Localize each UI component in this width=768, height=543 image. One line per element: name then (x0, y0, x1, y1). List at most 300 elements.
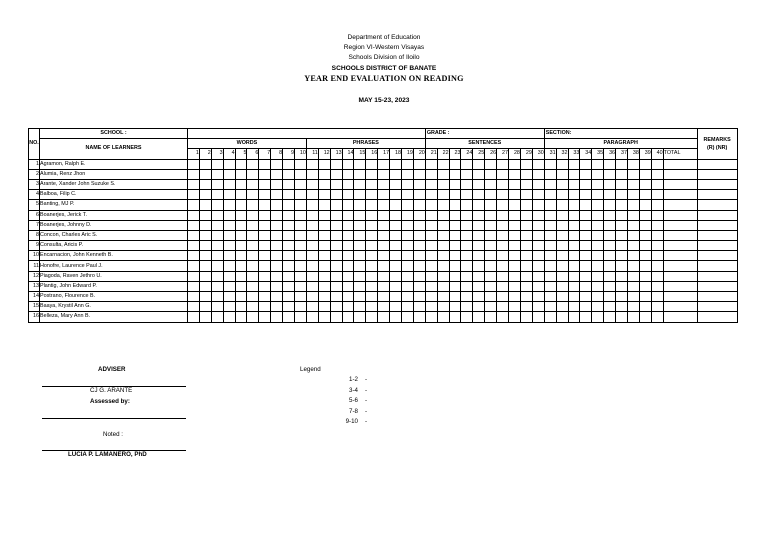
score-cell[interactable] (651, 312, 663, 322)
score-cell[interactable] (556, 271, 568, 281)
score-cell[interactable] (295, 200, 307, 210)
remarks-cell[interactable] (697, 241, 737, 251)
score-cell[interactable] (639, 251, 651, 261)
total-cell[interactable] (663, 210, 697, 220)
score-cell[interactable] (425, 312, 437, 322)
score-cell[interactable] (295, 190, 307, 200)
score-cell[interactable] (532, 241, 544, 251)
score-cell[interactable] (247, 169, 259, 179)
score-cell[interactable] (449, 200, 461, 210)
score-cell[interactable] (627, 312, 639, 322)
score-cell[interactable] (532, 169, 544, 179)
score-cell[interactable] (485, 241, 497, 251)
score-cell[interactable] (449, 271, 461, 281)
score-cell[interactable] (532, 200, 544, 210)
score-cell[interactable] (580, 271, 592, 281)
score-cell[interactable] (568, 271, 580, 281)
score-cell[interactable] (485, 302, 497, 312)
score-cell[interactable] (390, 271, 402, 281)
score-cell[interactable] (235, 261, 247, 271)
score-cell[interactable] (223, 281, 235, 291)
score-cell[interactable] (473, 230, 485, 240)
score-cell[interactable] (604, 169, 616, 179)
score-cell[interactable] (366, 179, 378, 189)
score-cell[interactable] (473, 241, 485, 251)
score-cell[interactable] (342, 230, 354, 240)
score-cell[interactable] (544, 210, 556, 220)
score-cell[interactable] (425, 251, 437, 261)
score-cell[interactable] (509, 281, 521, 291)
score-cell[interactable] (223, 271, 235, 281)
score-cell[interactable] (616, 281, 628, 291)
score-cell[interactable] (592, 292, 604, 302)
score-cell[interactable] (485, 210, 497, 220)
score-cell[interactable] (211, 179, 223, 189)
score-cell[interactable] (295, 281, 307, 291)
score-cell[interactable] (627, 220, 639, 230)
score-cell[interactable] (330, 292, 342, 302)
score-cell[interactable] (235, 302, 247, 312)
score-cell[interactable] (651, 261, 663, 271)
score-cell[interactable] (604, 159, 616, 169)
score-cell[interactable] (259, 312, 271, 322)
score-cell[interactable] (211, 200, 223, 210)
score-cell[interactable] (651, 292, 663, 302)
score-cell[interactable] (283, 241, 295, 251)
score-cell[interactable] (318, 210, 330, 220)
score-cell[interactable] (354, 179, 366, 189)
score-cell[interactable] (211, 292, 223, 302)
score-cell[interactable] (437, 302, 449, 312)
score-cell[interactable] (223, 312, 235, 322)
score-cell[interactable] (223, 302, 235, 312)
score-cell[interactable] (461, 159, 473, 169)
score-cell[interactable] (449, 312, 461, 322)
score-cell[interactable] (604, 200, 616, 210)
score-cell[interactable] (449, 230, 461, 240)
score-cell[interactable] (627, 159, 639, 169)
score-cell[interactable] (627, 261, 639, 271)
score-cell[interactable] (485, 200, 497, 210)
score-cell[interactable] (390, 251, 402, 261)
score-cell[interactable] (425, 271, 437, 281)
score-cell[interactable] (568, 281, 580, 291)
score-cell[interactable] (378, 271, 390, 281)
score-cell[interactable] (413, 292, 425, 302)
score-cell[interactable] (651, 159, 663, 169)
score-cell[interactable] (188, 169, 200, 179)
score-cell[interactable] (390, 241, 402, 251)
score-cell[interactable] (485, 159, 497, 169)
score-cell[interactable] (639, 200, 651, 210)
score-cell[interactable] (354, 241, 366, 251)
score-cell[interactable] (532, 210, 544, 220)
score-cell[interactable] (473, 292, 485, 302)
score-cell[interactable] (592, 261, 604, 271)
score-cell[interactable] (556, 261, 568, 271)
score-cell[interactable] (616, 210, 628, 220)
score-cell[interactable] (188, 312, 200, 322)
score-cell[interactable] (544, 292, 556, 302)
score-cell[interactable] (188, 190, 200, 200)
score-cell[interactable] (247, 190, 259, 200)
score-cell[interactable] (330, 271, 342, 281)
score-cell[interactable] (199, 241, 211, 251)
score-cell[interactable] (592, 200, 604, 210)
score-cell[interactable] (616, 241, 628, 251)
score-cell[interactable] (449, 179, 461, 189)
score-cell[interactable] (402, 292, 414, 302)
score-cell[interactable] (366, 210, 378, 220)
score-cell[interactable] (354, 261, 366, 271)
score-cell[interactable] (259, 261, 271, 271)
score-cell[interactable] (247, 271, 259, 281)
score-cell[interactable] (330, 241, 342, 251)
score-cell[interactable] (532, 312, 544, 322)
score-cell[interactable] (639, 241, 651, 251)
score-cell[interactable] (366, 281, 378, 291)
total-cell[interactable] (663, 271, 697, 281)
score-cell[interactable] (568, 261, 580, 271)
score-cell[interactable] (295, 169, 307, 179)
score-cell[interactable] (211, 281, 223, 291)
score-cell[interactable] (532, 220, 544, 230)
score-cell[interactable] (378, 261, 390, 271)
score-cell[interactable] (295, 302, 307, 312)
score-cell[interactable] (473, 200, 485, 210)
score-cell[interactable] (592, 302, 604, 312)
score-cell[interactable] (402, 159, 414, 169)
score-cell[interactable] (188, 261, 200, 271)
score-cell[interactable] (532, 190, 544, 200)
score-cell[interactable] (271, 190, 283, 200)
score-cell[interactable] (473, 261, 485, 271)
score-cell[interactable] (425, 302, 437, 312)
score-cell[interactable] (580, 190, 592, 200)
score-cell[interactable] (568, 241, 580, 251)
score-cell[interactable] (425, 169, 437, 179)
score-cell[interactable] (592, 312, 604, 322)
score-cell[interactable] (366, 312, 378, 322)
score-cell[interactable] (199, 261, 211, 271)
score-cell[interactable] (402, 169, 414, 179)
score-cell[interactable] (271, 292, 283, 302)
score-cell[interactable] (199, 312, 211, 322)
score-cell[interactable] (520, 169, 532, 179)
score-cell[interactable] (188, 230, 200, 240)
score-cell[interactable] (390, 292, 402, 302)
score-cell[interactable] (283, 302, 295, 312)
score-cell[interactable] (461, 281, 473, 291)
score-cell[interactable] (425, 159, 437, 169)
score-cell[interactable] (497, 292, 509, 302)
score-cell[interactable] (295, 261, 307, 271)
score-cell[interactable] (449, 190, 461, 200)
score-cell[interactable] (568, 312, 580, 322)
score-cell[interactable] (306, 190, 318, 200)
score-cell[interactable] (520, 241, 532, 251)
score-cell[interactable] (413, 179, 425, 189)
score-cell[interactable] (639, 302, 651, 312)
score-cell[interactable] (425, 261, 437, 271)
remarks-cell[interactable] (697, 302, 737, 312)
score-cell[interactable] (283, 261, 295, 271)
score-cell[interactable] (651, 241, 663, 251)
total-cell[interactable] (663, 241, 697, 251)
score-cell[interactable] (306, 281, 318, 291)
score-cell[interactable] (520, 312, 532, 322)
score-cell[interactable] (485, 251, 497, 261)
score-cell[interactable] (509, 251, 521, 261)
score-cell[interactable] (318, 220, 330, 230)
score-cell[interactable] (366, 302, 378, 312)
score-cell[interactable] (306, 220, 318, 230)
score-cell[interactable] (413, 169, 425, 179)
score-cell[interactable] (354, 220, 366, 230)
score-cell[interactable] (556, 312, 568, 322)
score-cell[interactable] (544, 179, 556, 189)
score-cell[interactable] (354, 292, 366, 302)
score-cell[interactable] (592, 230, 604, 240)
score-cell[interactable] (592, 210, 604, 220)
score-cell[interactable] (378, 169, 390, 179)
total-cell[interactable] (663, 281, 697, 291)
score-cell[interactable] (259, 169, 271, 179)
score-cell[interactable] (627, 210, 639, 220)
score-cell[interactable] (259, 190, 271, 200)
score-cell[interactable] (473, 220, 485, 230)
score-cell[interactable] (616, 190, 628, 200)
score-cell[interactable] (425, 220, 437, 230)
score-cell[interactable] (247, 312, 259, 322)
score-cell[interactable] (437, 271, 449, 281)
score-cell[interactable] (627, 251, 639, 261)
score-cell[interactable] (366, 261, 378, 271)
score-cell[interactable] (449, 210, 461, 220)
score-cell[interactable] (509, 241, 521, 251)
score-cell[interactable] (616, 271, 628, 281)
score-cell[interactable] (473, 302, 485, 312)
score-cell[interactable] (188, 302, 200, 312)
score-cell[interactable] (330, 312, 342, 322)
score-cell[interactable] (342, 271, 354, 281)
remarks-cell[interactable] (697, 292, 737, 302)
remarks-cell[interactable] (697, 220, 737, 230)
score-cell[interactable] (366, 292, 378, 302)
score-cell[interactable] (247, 159, 259, 169)
score-cell[interactable] (556, 251, 568, 261)
score-cell[interactable] (497, 281, 509, 291)
score-cell[interactable] (318, 179, 330, 189)
score-cell[interactable] (544, 241, 556, 251)
score-cell[interactable] (247, 179, 259, 189)
remarks-cell[interactable] (697, 159, 737, 169)
score-cell[interactable] (520, 230, 532, 240)
score-cell[interactable] (330, 169, 342, 179)
score-cell[interactable] (651, 200, 663, 210)
remarks-cell[interactable] (697, 271, 737, 281)
score-cell[interactable] (378, 302, 390, 312)
score-cell[interactable] (425, 200, 437, 210)
score-cell[interactable] (199, 190, 211, 200)
score-cell[interactable] (437, 281, 449, 291)
score-cell[interactable] (199, 200, 211, 210)
score-cell[interactable] (378, 312, 390, 322)
score-cell[interactable] (318, 261, 330, 271)
score-cell[interactable] (544, 169, 556, 179)
score-cell[interactable] (306, 251, 318, 261)
score-cell[interactable] (378, 179, 390, 189)
score-cell[interactable] (651, 271, 663, 281)
score-cell[interactable] (639, 179, 651, 189)
score-cell[interactable] (449, 159, 461, 169)
score-cell[interactable] (366, 200, 378, 210)
score-cell[interactable] (449, 302, 461, 312)
remarks-cell[interactable] (697, 210, 737, 220)
score-cell[interactable] (616, 230, 628, 240)
score-cell[interactable] (390, 312, 402, 322)
score-cell[interactable] (271, 312, 283, 322)
score-cell[interactable] (580, 220, 592, 230)
score-cell[interactable] (223, 179, 235, 189)
score-cell[interactable] (235, 251, 247, 261)
score-cell[interactable] (604, 261, 616, 271)
score-cell[interactable] (580, 179, 592, 189)
score-cell[interactable] (199, 179, 211, 189)
score-cell[interactable] (461, 261, 473, 271)
score-cell[interactable] (330, 190, 342, 200)
score-cell[interactable] (259, 200, 271, 210)
score-cell[interactable] (413, 190, 425, 200)
score-cell[interactable] (306, 200, 318, 210)
score-cell[interactable] (342, 169, 354, 179)
score-cell[interactable] (627, 302, 639, 312)
score-cell[interactable] (247, 210, 259, 220)
score-cell[interactable] (592, 241, 604, 251)
score-cell[interactable] (520, 251, 532, 261)
score-cell[interactable] (520, 281, 532, 291)
score-cell[interactable] (211, 251, 223, 261)
score-cell[interactable] (318, 312, 330, 322)
score-cell[interactable] (449, 251, 461, 261)
score-cell[interactable] (318, 230, 330, 240)
score-cell[interactable] (461, 241, 473, 251)
score-cell[interactable] (354, 200, 366, 210)
score-cell[interactable] (378, 281, 390, 291)
score-cell[interactable] (295, 241, 307, 251)
score-cell[interactable] (544, 261, 556, 271)
score-cell[interactable] (485, 271, 497, 281)
score-cell[interactable] (306, 179, 318, 189)
score-cell[interactable] (509, 261, 521, 271)
score-cell[interactable] (283, 210, 295, 220)
score-cell[interactable] (235, 241, 247, 251)
total-cell[interactable] (663, 169, 697, 179)
score-cell[interactable] (461, 271, 473, 281)
score-cell[interactable] (473, 271, 485, 281)
score-cell[interactable] (651, 251, 663, 261)
score-cell[interactable] (306, 159, 318, 169)
score-cell[interactable] (188, 220, 200, 230)
score-cell[interactable] (378, 251, 390, 261)
score-cell[interactable] (390, 179, 402, 189)
score-cell[interactable] (295, 179, 307, 189)
score-cell[interactable] (532, 179, 544, 189)
score-cell[interactable] (378, 241, 390, 251)
score-cell[interactable] (271, 241, 283, 251)
score-cell[interactable] (342, 292, 354, 302)
score-cell[interactable] (402, 281, 414, 291)
score-cell[interactable] (211, 190, 223, 200)
total-cell[interactable] (663, 220, 697, 230)
score-cell[interactable] (497, 261, 509, 271)
score-cell[interactable] (283, 169, 295, 179)
score-cell[interactable] (271, 159, 283, 169)
score-cell[interactable] (283, 292, 295, 302)
score-cell[interactable] (188, 179, 200, 189)
score-cell[interactable] (235, 220, 247, 230)
score-cell[interactable] (390, 302, 402, 312)
score-cell[interactable] (639, 230, 651, 240)
remarks-cell[interactable] (697, 230, 737, 240)
score-cell[interactable] (627, 292, 639, 302)
score-cell[interactable] (532, 230, 544, 240)
score-cell[interactable] (627, 241, 639, 251)
score-cell[interactable] (330, 230, 342, 240)
score-cell[interactable] (306, 241, 318, 251)
score-cell[interactable] (639, 159, 651, 169)
score-cell[interactable] (378, 292, 390, 302)
score-cell[interactable] (295, 271, 307, 281)
score-cell[interactable] (259, 271, 271, 281)
score-cell[interactable] (235, 159, 247, 169)
score-cell[interactable] (473, 159, 485, 169)
score-cell[interactable] (592, 179, 604, 189)
score-cell[interactable] (235, 169, 247, 179)
score-cell[interactable] (509, 200, 521, 210)
total-cell[interactable] (663, 292, 697, 302)
score-cell[interactable] (199, 159, 211, 169)
score-cell[interactable] (306, 271, 318, 281)
score-cell[interactable] (342, 261, 354, 271)
score-cell[interactable] (509, 169, 521, 179)
score-cell[interactable] (188, 241, 200, 251)
score-cell[interactable] (639, 190, 651, 200)
score-cell[interactable] (627, 230, 639, 240)
score-cell[interactable] (520, 261, 532, 271)
score-cell[interactable] (413, 312, 425, 322)
score-cell[interactable] (354, 302, 366, 312)
score-cell[interactable] (532, 281, 544, 291)
score-cell[interactable] (283, 159, 295, 169)
score-cell[interactable] (247, 251, 259, 261)
score-cell[interactable] (520, 190, 532, 200)
total-cell[interactable] (663, 230, 697, 240)
score-cell[interactable] (425, 179, 437, 189)
score-cell[interactable] (485, 220, 497, 230)
score-cell[interactable] (330, 261, 342, 271)
score-cell[interactable] (318, 292, 330, 302)
score-cell[interactable] (437, 179, 449, 189)
score-cell[interactable] (509, 210, 521, 220)
score-cell[interactable] (568, 220, 580, 230)
score-cell[interactable] (592, 220, 604, 230)
score-cell[interactable] (437, 312, 449, 322)
score-cell[interactable] (580, 169, 592, 179)
score-cell[interactable] (211, 220, 223, 230)
score-cell[interactable] (556, 179, 568, 189)
score-cell[interactable] (199, 302, 211, 312)
